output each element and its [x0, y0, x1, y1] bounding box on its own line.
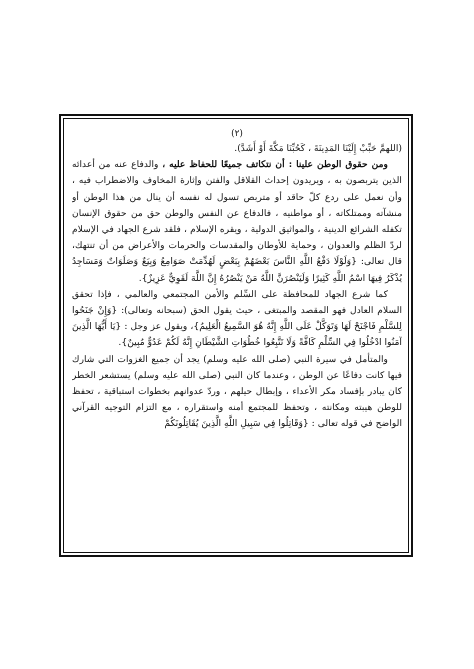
paragraph-body: ويقول عز وجل : [124, 321, 191, 333]
paragraph-prophet-biography [72, 352, 402, 433]
quran-verse: {يَا أَيُّهَا الَّذِينَ آمَنُوا ادْخُلُوا فِي السِّلْمِ كَافَّةً وَلَا تَتَّبِعُوا خُطُوَاتِ الشَّيْطَانِ إِنَّهُ لَكُمْ عَدُوٌّ مُبِينٌ}. [72, 321, 402, 349]
quran-verse: {وَقَاتِلُوا فِي سَبِيلِ اللَّهِ الَّذِينَ يُقَاتِلُونَكُمْ [164, 418, 312, 430]
quran-verse: {وَلَوْلَا دَفْعُ اللَّهِ النَّاسَ بَعْضَهُمْ بِبَعْضٍ لَهُدِّمَتْ صَوَامِعُ وَبِيَعٌ وَصَلَوَاتٌ وَمَسَاجِدُ يُذْكَرُ فِيهَا اسْمُ اللَّهِ كَثِيرًا وَلَيَنْصُرَنَّ اللَّهُ مَنْ يَنْصُرُهُ إِنَّ اللَّهَ لَقَوِيٌّ عَزِيزٌ}. [72, 256, 402, 284]
paragraph-body: كما شرع الجهاد للمحافظة على السِّلم والأمن المجتمعي والعالمي ، فإذا تحقق السلام العادل فهو المقصد والمبتغى ، حيث يقول الحق (سبحانه وتعالى): [72, 288, 402, 317]
page-number: (٢) [231, 129, 243, 139]
paragraph-prayer [72, 141, 402, 157]
quran-verse: {وَإِنْ جَنَحُوا لِلسَّلْمِ فَاجْنَحْ لَهَا وَتَوَكَّلْ عَلَى اللَّهِ إِنَّهُ هُوَ السَّمِيعُ الْعَلِيمُ}، [72, 305, 402, 333]
page-content [72, 128, 402, 548]
paragraph-body: والمتأمل في سيرة النبي (صلى الله عليه وسلم) يجد أن جميع الغزوات التي شارك فيها كانت دفاعًا عن الوطن ، وعندما كان النبي (صلى الله عليه وسلم) يستشعر الخطر كان يبادر بإفساد مكر الأعداء ، وإبطال حيلهم ، وردّ عدوانهم بخطوات استباقية ، تحفظ للوطن هيبته ومكانته ، وتحفظ للمجتمع أمنه واستقراره ، مع التزام التوجيه القرآني الواضح في قوله تعالى : [72, 353, 402, 430]
paragraph-peace [72, 287, 402, 352]
prayer-text: (اللهمَّ حَبِّبْ إِلَيْنَا المَدِينَةَ ، كَحُبِّنَا مَكَّةَ أَوْ أَشَدَّ). [234, 143, 402, 154]
paragraph-homeland-rights [72, 157, 402, 287]
paragraph-heading: ومن حقوق الوطن علينا : أن نتكاتف جميعًا للحفاظ عليه ، [162, 159, 388, 171]
paragraph-body: والدفاع عنه من أعدائه الذين يتربصون به ، ويريدون إحداث القلاقل والفتن وإثارة المخاوف والاضطراب فيه ، وأن نعمل على ردع كلّ حاقد أو متربص تسول له نفسه أن ينال من هذا الوطن أو منشآته وممتلكاته ، أو مواطنيه ، فالدفاع عن النفس والوطن حق من حقوق الإنسان تكفله الشرائع الدينية ، والمواثيق الدولية ، ويقره الإسلام ، فلقد شرع الجهاد في الإسلام لردّ الظلم والعدوان ، وحماية للأوطان والمقدسات والحرمات والأعراض من أن تنتهك، قال تعالى: [72, 159, 402, 268]
